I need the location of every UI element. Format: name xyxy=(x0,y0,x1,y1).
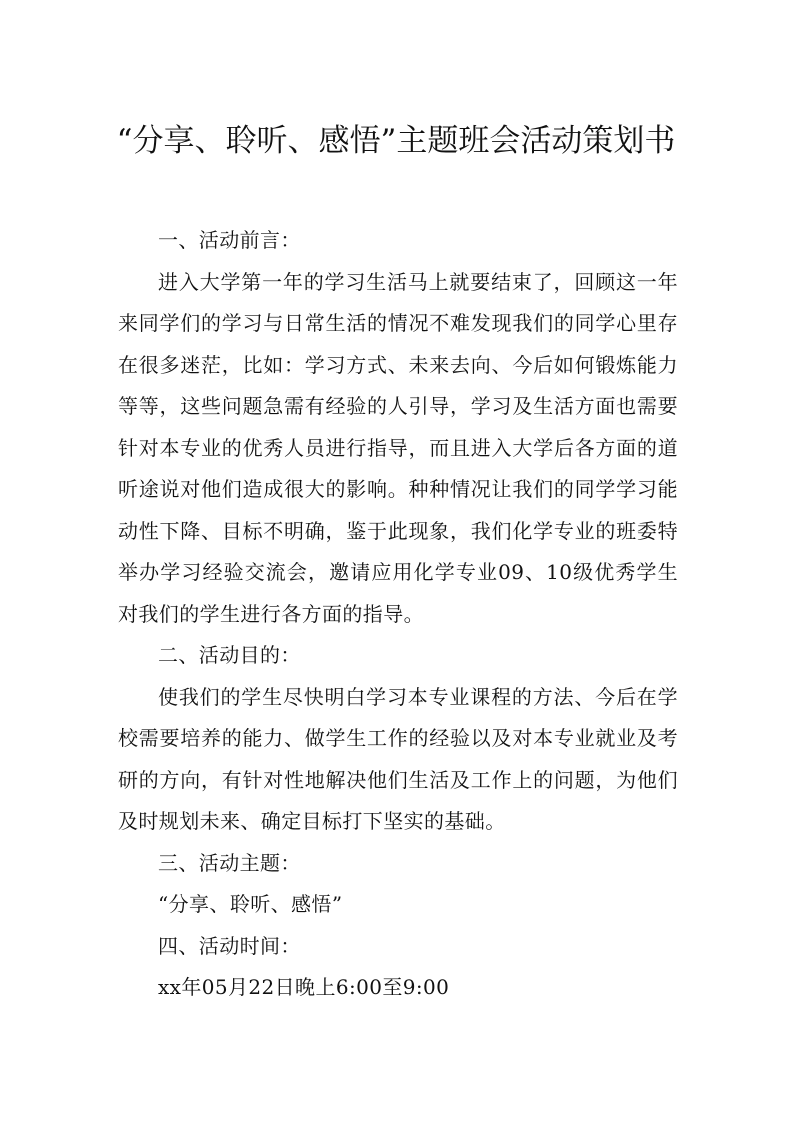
section-text-preface: 进入大学第一年的学习生活马上就要结束了，回顾这一年来同学们的学习与日常生活的情况不难发现我们的同学心里存在很多迷茫，比如：学习方式、未来去向、今后如何锻炼能力等等，这些问题急需有经验的人引导，学习及生活方面也需要针对本专业的优秀人员进行指导，而且进入大学后各方面的道听途说对他们造成很大的影响。种种情况让我们的同学学习能动性下降、目标不明确，鉴于此现象，我们化学专业的班委特举办学习经验交流会，邀请应用化学专业09、10级优秀学生对我们的学生进行各方面的指导。 xyxy=(118,269,678,626)
document-body xyxy=(118,220,678,1009)
section-text-purpose: 使我们的学生尽快明白学习本专业课程的方法、今后在学校需要培养的能力、做学生工作的经验以及对本专业就业及考研的方向，有针对性地解决他们生活及工作上的问题，为他们及时规划未来、确定目标打下坚实的基础。 xyxy=(118,684,678,833)
section-text-theme: “分享、聆听、感悟” xyxy=(158,892,343,916)
section-heading-preface: 一、活动前言： xyxy=(158,228,301,252)
document-title: “分享、聆听、感悟”主题班会活动策划书 xyxy=(116,123,676,159)
section-text-time: xx年05月22日晚上6:00至9:00 xyxy=(158,975,450,999)
section-heading-theme: 三、活动主题： xyxy=(158,850,301,875)
section-heading-purpose: 二、活动目的： xyxy=(158,643,301,667)
section-heading-time: 四、活动时间： xyxy=(158,933,301,958)
